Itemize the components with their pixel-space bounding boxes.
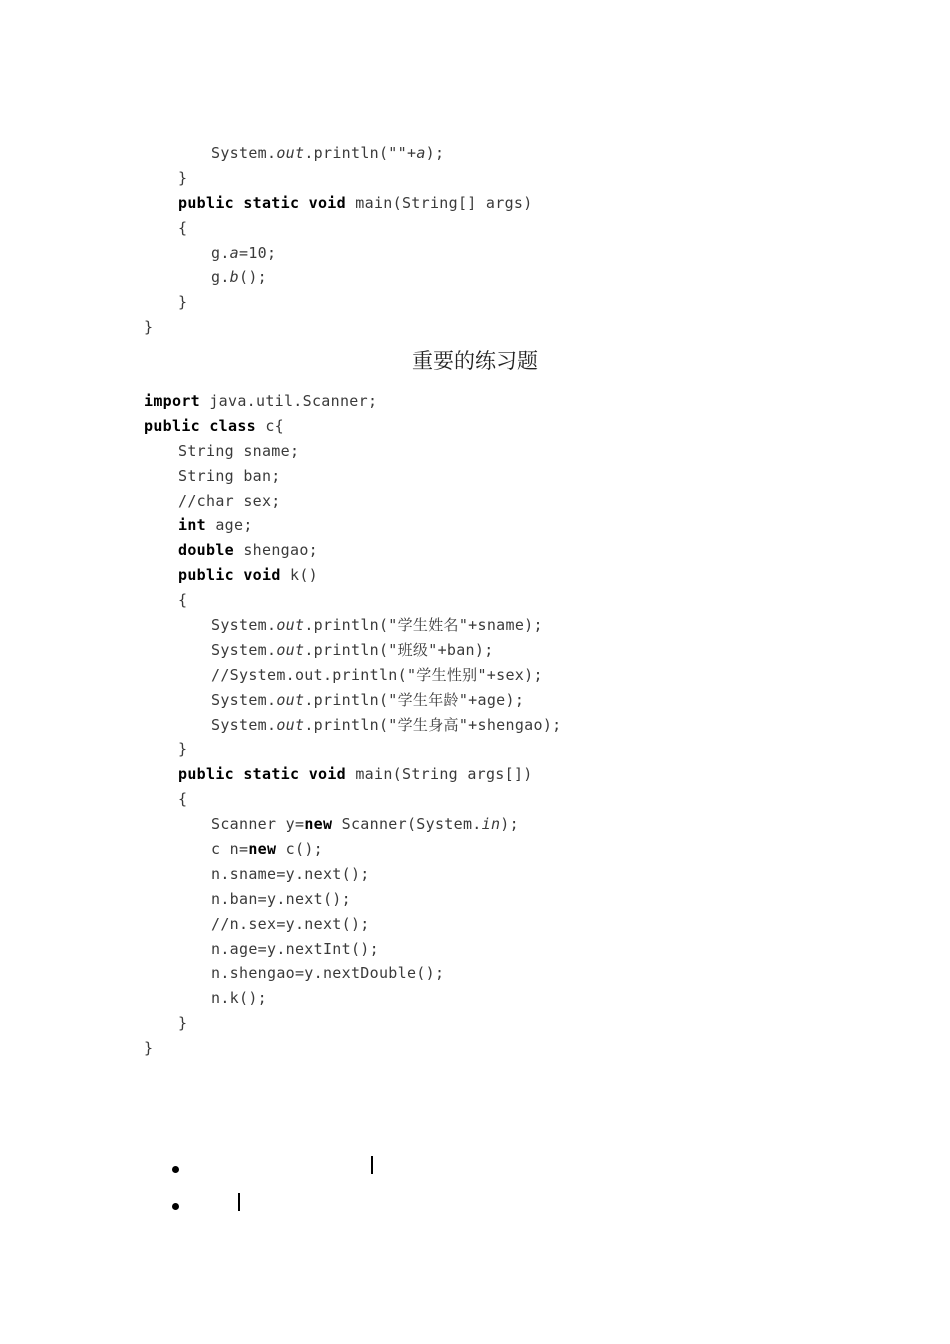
code-line: } xyxy=(178,293,188,312)
code-line: } xyxy=(144,1039,154,1058)
code-line: { xyxy=(178,218,188,237)
code-line: } xyxy=(178,168,188,187)
code-block-main xyxy=(144,389,561,1061)
code-line: public class c{ xyxy=(144,416,284,435)
text-cursor-icon xyxy=(371,1156,373,1174)
code-line: public static void main(String[] args) xyxy=(178,193,533,212)
bullet-icon xyxy=(172,1203,179,1210)
code-line: n.sname=y.next(); xyxy=(211,864,370,883)
text-cursor-icon xyxy=(238,1193,240,1211)
code-line: g.b(); xyxy=(211,268,268,287)
code-block-top xyxy=(144,141,533,340)
code-line: } xyxy=(178,1014,188,1033)
code-line: } xyxy=(178,740,188,759)
code-line: System.out.println("班级"+ban); xyxy=(211,640,494,659)
code-line: public static void main(String args[]) xyxy=(178,765,533,784)
code-line: Scanner y=new Scanner(System.in); xyxy=(211,815,519,834)
code-line: { xyxy=(178,790,188,809)
code-line: int age; xyxy=(178,516,253,535)
code-line: System.out.println("学生年龄"+age); xyxy=(211,690,525,709)
bullet-icon xyxy=(172,1166,179,1173)
code-line: n.k(); xyxy=(211,989,267,1008)
section-title: 重要的练习题 xyxy=(412,349,538,373)
code-line: c n=new c(); xyxy=(211,840,323,859)
code-line: n.ban=y.next(); xyxy=(211,889,351,908)
code-line: //n.sex=y.next(); xyxy=(211,914,370,933)
code-line: n.shengao=y.nextDouble(); xyxy=(211,964,445,983)
code-line: n.age=y.nextInt(); xyxy=(211,939,379,958)
code-line: System.out.println(""+a); xyxy=(211,144,445,162)
code-line: //System.out.println("学生性别"+sex); xyxy=(211,665,543,684)
code-line: { xyxy=(178,591,188,610)
code-line: public void k() xyxy=(178,566,318,585)
code-line: import java.util.Scanner; xyxy=(144,392,378,410)
code-line: String ban; xyxy=(178,466,281,485)
code-line: g.a=10; xyxy=(211,243,277,262)
code-line: double shengao; xyxy=(178,541,318,560)
code-line: System.out.println("学生姓名"+sname); xyxy=(211,616,543,635)
code-line: //char sex; xyxy=(178,491,281,510)
code-line: System.out.println("学生身高"+shengao); xyxy=(211,715,562,734)
code-line: } xyxy=(144,318,154,337)
code-line: String sname; xyxy=(178,441,300,460)
